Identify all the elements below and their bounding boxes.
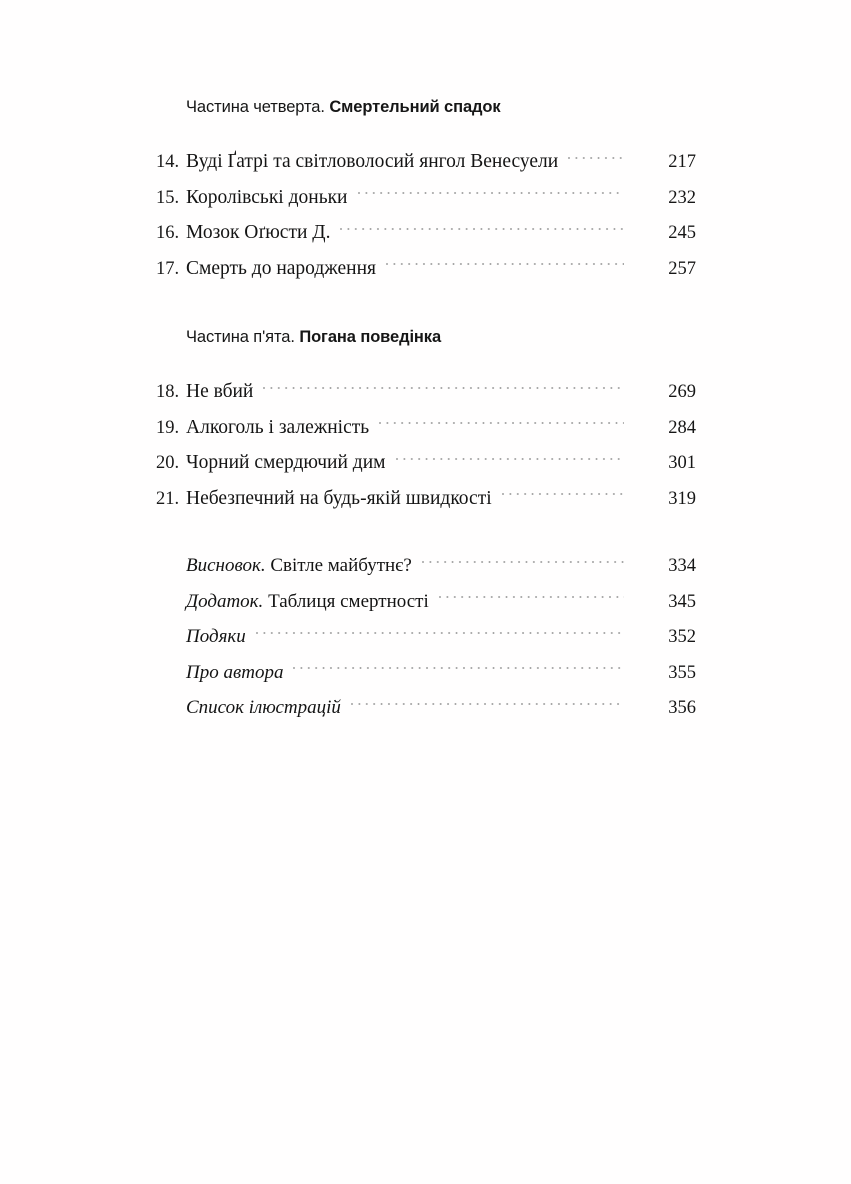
toc-entry[interactable] <box>156 180 696 216</box>
entry-number: 21. <box>156 488 180 509</box>
entry-page-number: 269 <box>668 382 696 402</box>
entry-page-number: 217 <box>668 152 696 172</box>
toc-entry[interactable] <box>156 374 696 410</box>
entry-title: Небезпечний на будь-якій швидкості <box>186 487 492 509</box>
entry-number: 16. <box>156 223 180 243</box>
entry-label: Висновок. <box>186 555 266 576</box>
toc-entry-back-matter[interactable] <box>156 655 696 691</box>
table-of-contents <box>156 96 696 726</box>
dot-leader <box>396 449 625 469</box>
entry-title: Мозок Оґюсти Д. <box>186 222 331 243</box>
toc-entry[interactable] <box>156 215 696 251</box>
entry-page-number: 245 <box>668 223 696 243</box>
dot-leader <box>351 694 624 714</box>
entry-subtitle: Таблиця смертності <box>268 590 429 612</box>
dot-leader <box>386 254 624 274</box>
entry-title: Вуді Ґатрі та світловолосий янгол Венесуели <box>186 151 559 172</box>
dot-leader <box>379 413 624 433</box>
entry-label: Додаток. <box>186 590 264 612</box>
toc-entry[interactable] <box>156 410 696 446</box>
entry-title: Алкоголь і залежність <box>186 416 370 438</box>
entry-number: 18. <box>156 382 180 402</box>
spacer <box>156 516 696 548</box>
entry-page-number: 301 <box>668 453 696 473</box>
entry-title: Не вбий <box>186 381 254 402</box>
toc-entry[interactable] <box>156 445 696 481</box>
dot-leader <box>263 378 624 398</box>
toc-entry[interactable] <box>156 481 696 517</box>
entry-label: Список ілюстрацій <box>186 697 341 718</box>
entry-title <box>186 655 293 691</box>
toc-entry-back-matter[interactable] <box>156 690 696 726</box>
dot-leader <box>568 148 624 168</box>
entry-number: 17. <box>156 258 180 279</box>
entry-label: Подяки <box>186 626 246 647</box>
entry-title <box>186 548 422 584</box>
part-header-four <box>186 96 696 118</box>
dot-leader <box>439 587 624 607</box>
dot-leader <box>340 219 624 239</box>
entry-page-number: 352 <box>668 627 696 647</box>
entry-title: Смерть до народження <box>186 257 376 279</box>
entry-title <box>186 584 439 620</box>
toc-entry-back-matter[interactable] <box>156 548 696 584</box>
entry-page-number: 334 <box>668 556 696 576</box>
entry-page-number: 284 <box>668 417 696 438</box>
entry-page-number: 356 <box>668 698 696 718</box>
entry-number: 15. <box>156 187 180 208</box>
toc-entry-back-matter[interactable] <box>156 584 696 620</box>
entry-label: Про автора <box>186 661 284 683</box>
entry-page-number: 232 <box>668 187 696 208</box>
entry-subtitle: Світле майбутнє? <box>270 555 412 576</box>
entry-title <box>186 619 256 655</box>
dot-leader <box>293 658 624 678</box>
part-label: Частина четверта. <box>186 98 325 116</box>
part-label: Частина п'ята. <box>186 328 295 346</box>
spacer <box>156 118 696 144</box>
part-title: Смертельний спадок <box>329 98 501 116</box>
dot-leader <box>358 183 625 203</box>
entry-number: 14. <box>156 152 180 172</box>
toc-entry[interactable] <box>156 144 696 180</box>
dot-leader <box>422 552 624 572</box>
entry-page-number: 257 <box>668 258 696 279</box>
entry-page-number: 319 <box>668 488 696 509</box>
entry-page-number: 355 <box>668 662 696 683</box>
part-header-five <box>186 326 696 348</box>
spacer <box>156 286 696 326</box>
entry-page-number: 345 <box>668 591 696 612</box>
toc-entry-back-matter[interactable] <box>156 619 696 655</box>
entry-title <box>186 690 351 726</box>
entry-number: 19. <box>156 417 180 438</box>
dot-leader <box>256 623 624 643</box>
toc-entry[interactable] <box>156 251 696 287</box>
entry-number: 20. <box>156 453 180 473</box>
dot-leader <box>502 484 624 504</box>
entry-title: Чорний смердючий дим <box>186 452 386 473</box>
part-title: Погана поведінка <box>299 328 442 346</box>
spacer <box>156 348 696 374</box>
entry-title: Королівські доньки <box>186 186 348 208</box>
